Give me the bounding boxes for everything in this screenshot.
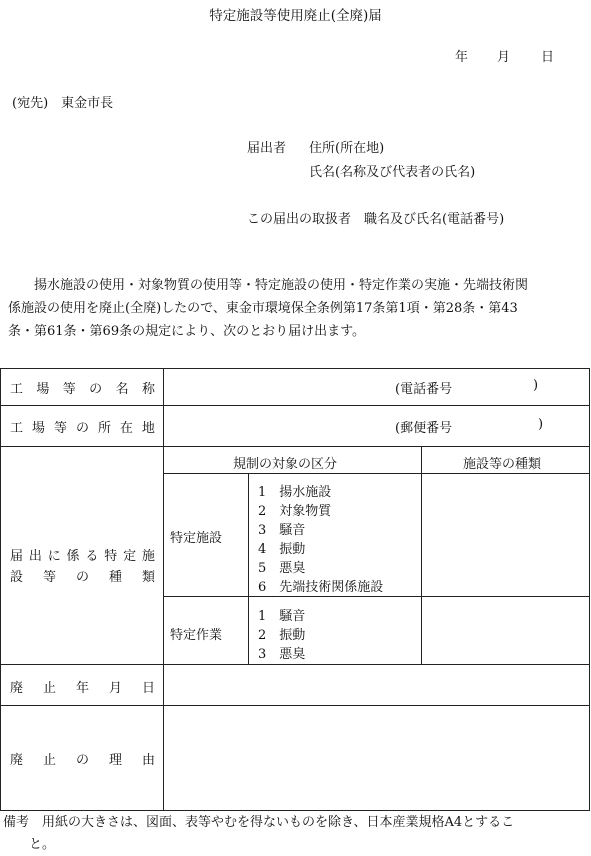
handler-line: この届出の取扱者 職名及び氏名(電話番号) xyxy=(247,212,505,227)
facility-kind-label-line2: 設 等 の 種 類 xyxy=(10,570,155,585)
notification-paragraph xyxy=(8,274,588,343)
list-item: 4 振動 xyxy=(258,542,306,557)
list-item: 2 振動 xyxy=(258,628,306,643)
list-item: 1 揚水施設 xyxy=(258,485,332,500)
list-item: 5 悪臭 xyxy=(258,561,306,576)
reporter-name: 氏名(名称及び代表者の氏名) xyxy=(309,165,476,180)
postal-close: ) xyxy=(538,417,544,432)
reporter-address: 住所(所在地) xyxy=(309,141,385,156)
abolish-reason-label: 廃 止 の 理 由 xyxy=(10,753,155,768)
specified-work-label: 特定作業 xyxy=(170,628,223,643)
abolish-date-label: 廃 止 年 月 日 xyxy=(10,681,155,696)
factory-name-label: 工 場 等 の 名 称 xyxy=(10,382,155,397)
remarks-note xyxy=(3,812,588,856)
date-year: 年 xyxy=(455,50,469,65)
document-title: 特定施設等使用廃止(全廃)届 xyxy=(209,8,382,24)
list-item: 3 悪臭 xyxy=(258,647,306,662)
phone-label: (電話番号 xyxy=(395,382,453,397)
recipient: (宛先) 東金市長 xyxy=(12,96,114,111)
paragraph-line-1: 揚水施設の使用・対象物質の使用等・特定施設の使用・特定作業の実施・先端技術関 xyxy=(34,278,529,293)
list-item: 6 先端技術関係施設 xyxy=(258,580,384,595)
specified-facility-label: 特定施設 xyxy=(170,531,223,546)
header-category: 規制の対象の区分 xyxy=(233,457,338,472)
facility-kind-label-line1: 届 出 に 係 る 特 定 施 xyxy=(10,549,155,564)
note-line-1: 備考 用紙の大きさは、図面、表等やむを得ないものを除き、日本産業規格A4とするこ xyxy=(3,815,515,830)
list-item: 1 騒音 xyxy=(258,609,306,624)
form-table xyxy=(0,368,590,811)
reporter-label: 届出者 xyxy=(247,141,287,156)
paragraph-line-3: 条・第61条・第69条の規定により、次のとおり届け出ます。 xyxy=(8,324,366,339)
postal-label: (郵便番号 xyxy=(395,421,453,436)
list-item: 3 騒音 xyxy=(258,523,306,538)
factory-location-label: 工 場 等 の 所 在 地 xyxy=(10,421,155,436)
paragraph-line-2: 係施設の使用を廃止(全廃)したので、東金市環境保全条例第17条第1項・第28条・第43 xyxy=(8,301,518,316)
header-kind: 施設等の種類 xyxy=(463,457,542,472)
phone-close: ) xyxy=(533,378,539,393)
date-month: 月 xyxy=(497,50,511,65)
list-item: 2 対象物質 xyxy=(258,504,332,519)
date-day: 日 xyxy=(541,50,555,65)
note-line-2: と。 xyxy=(29,837,56,852)
